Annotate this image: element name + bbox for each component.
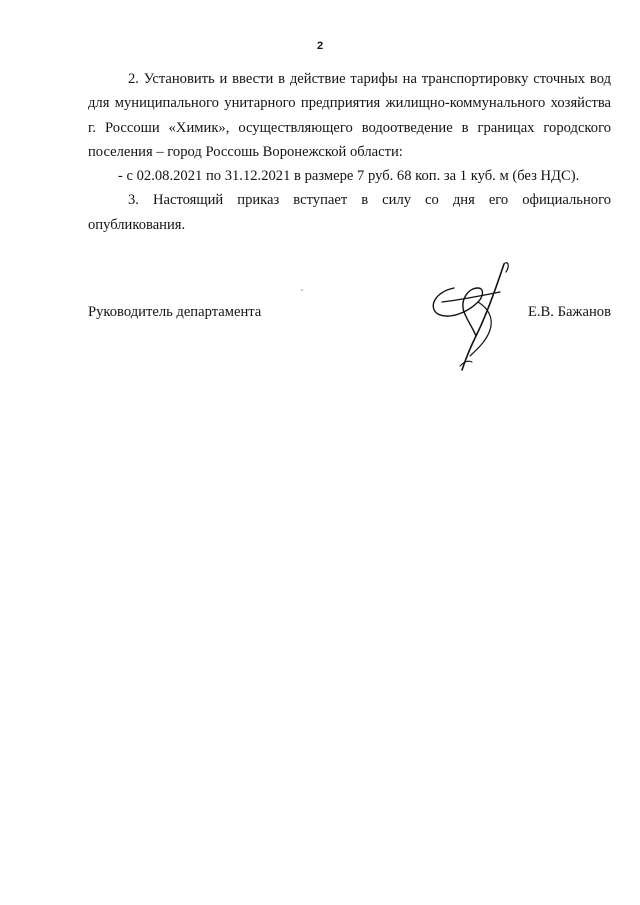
signer-position: Руководитель департамента	[88, 304, 262, 320]
paragraph-effective-date: 3. Настоящий приказ вступает в силу со дня его официального опубликования.	[88, 192, 611, 233]
paragraph-tariff-rate: - с 02.08.2021 по 31.12.2021 в размере 7 руб. 68 коп. за 1 куб. м (без НДС).	[118, 168, 580, 185]
document-body	[88, 67, 611, 237]
page-number: 2	[316, 40, 324, 52]
signature-block	[88, 300, 611, 324]
scan-speck	[301, 289, 303, 291]
handwritten-signature-icon	[424, 258, 524, 378]
paragraph-tariff-establishment: 2. Установить и ввести в действие тарифы на транспортировку сточных вод для муниципального унитарного предприятия жилищно-коммунального хозяйства г. Россоши «Химик», осуществляющего водоотведение в границах городского поселения – город Россошь Воронежской области:	[88, 71, 611, 160]
signer-name: Е.В. Бажанов	[527, 304, 611, 320]
